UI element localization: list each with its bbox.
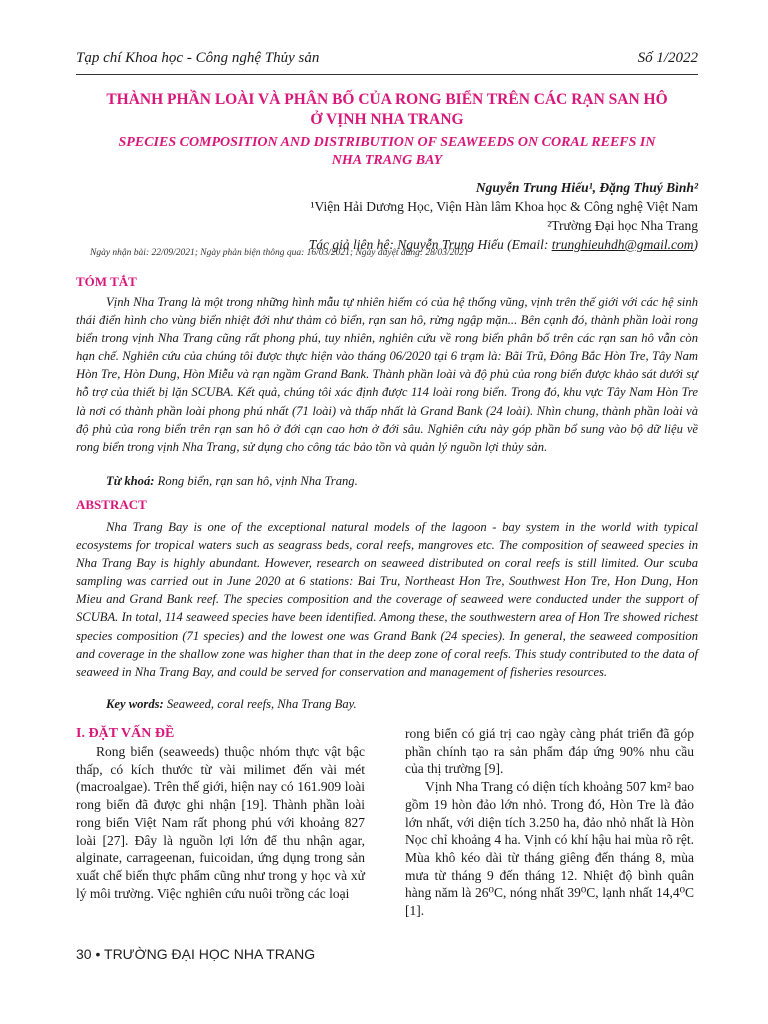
header-divider xyxy=(76,74,698,75)
title-english xyxy=(76,134,698,170)
keywords-en xyxy=(106,697,357,712)
keywords-en-text: Seaweed, coral reefs, Nha Trang Bay. xyxy=(163,697,357,711)
section1-right-paragraph-2: Vịnh Nha Trang có diện tích khoảng 507 km² bao gồm 19 hòn đảo lớn nhỏ. Trong đó, Hòn Tre là đảo lớn nhất, với diện tích 3.250 ha, đảo nhỏ nhất là Hòn Nọc chỉ khoảng 4 ha. Vịnh có khí hậu hai mùa rõ rệt. Mùa khô kéo dài từ tháng giêng đến tháng 8, mùa mưa từ tháng 9 đến tháng 12. Nhiệt độ bình quân hàng năm là 26⁰C, nóng nhất 39⁰C, lạnh nhất 14,4⁰C [1]. xyxy=(405,779,694,919)
title-vietnamese xyxy=(76,90,698,130)
keywords-vi-text: Rong biển, rạn san hô, vịnh Nha Trang. xyxy=(154,474,358,488)
keywords-vi-label: Từ khoá: xyxy=(106,474,155,488)
email-link[interactable]: trunghieuhdh@gmail.com xyxy=(551,237,694,252)
keywords-vi xyxy=(106,474,358,489)
journal-name: Tạp chí Khoa học - Công nghệ Thủy sản xyxy=(76,50,320,66)
author-names: Nguyễn Trung Hiếu¹, Đặng Thuý Bình² xyxy=(475,180,698,195)
summary-text: Vịnh Nha Trang là một trong những hình mẫu tự nhiên hiếm có của hệ thống vũng, vịnh trên thế giới với các hệ sinh thái điển hình cho vùng biển nhiệt đới như thảm cỏ biển, rạn san hô, rừng ngập mặn... Bên cạnh đó, thành phần loài rong biển trong vịnh Nha Trang cũng rất phong phú, tuy nhiên, nghiên cứu về rong biển phân bố trên các rạn san hô vẫn còn hạn chế. Nghiên cứu của chúng tôi được thực hiện vào tháng 06/2020 tại 6 trạm là: Bãi Trũ, Đông Bắc Hòn Tre, Tây Nam Hòn Tre, Hòn Dung, Hòn Miễu và rạn ngầm Grand Bank. Thành phần loài và độ phủ của rong biển được khảo sát dưới sự hỗ trợ của thiết bị lặn SCUBA. Kết quả, chúng tôi xác định được 114 loài rong biển. Trong đó, khu vực Tây Nam Hòn Tre là nơi có thành phần loài phong phú nhất (71 loài) và thấp nhất là Grand Bank (24 loài). Nhìn chung, thành phần loài và độ phủ của rong biển trên rạn san hô ở đới cạn cao hơn ở đới sâu. Nghiên cứu này góp phần bổ sung vào bộ dữ liệu về rong biển trong vịnh Nha Trang, sử dụng cho công tác bảo tồn và quản lý nguồn lợi thủy sản. xyxy=(76,295,698,454)
title-en-line1: SPECIES COMPOSITION AND DISTRIBUTION OF SEAWEEDS ON CORAL REEFS IN xyxy=(118,135,656,150)
keywords-en-label: Key words: xyxy=(106,697,164,711)
contact-suffix: ) xyxy=(693,237,698,252)
title-en-line2: NHA TRANG BAY xyxy=(331,153,443,168)
footer-bullet: • xyxy=(95,946,101,962)
title-vi-line1: THÀNH PHẦN LOÀI VÀ PHÂN BỐ CỦA RONG BIỂN TRÊN CÁC RẠN SAN HÔ xyxy=(106,91,668,108)
contact-prefix: Tác giả liên hệ: Nguyễn Trung Hiếu (Email: xyxy=(308,237,552,252)
page-number: 30 xyxy=(76,946,92,962)
title-vi-line2: Ở VỊNH NHA TRANG xyxy=(310,111,464,128)
section1-right-paragraph-1: rong biển có giá trị cao ngày càng phát triển đã góp phần chính tạo ra sản phẩm đáp ứng 90% nhu cầu của thị trường [9]. xyxy=(405,726,694,777)
abstract-body xyxy=(76,518,698,681)
author-block xyxy=(309,178,698,254)
article-dates: Ngày nhận bài: 22/09/2021; Ngày phản biện thông qua: 16/03/2021; Ngày duyệt đăng: 28/03/2021 xyxy=(90,248,469,258)
affiliation-2: ²Trường Đại học Nha Trang xyxy=(547,218,698,233)
issue-number: Số 1/2022 xyxy=(637,50,698,66)
abstract-heading: ABSTRACT xyxy=(76,497,147,512)
right-column xyxy=(405,725,694,920)
summary-body xyxy=(76,293,698,456)
summary-heading: TÓM TẮT xyxy=(76,274,137,289)
section1-left-paragraph: Rong biển (seaweeds) thuộc nhóm thực vật bậc thấp, có kích thước từ vài milimet đến vài mét (macroalgae). Trên thế giới, hiện nay có 161.909 loài rong biển đã được ghi nhận [19]. Thành phần loài rong biển Việt Nam rất phong phú với khoảng 827 loài [27]. Đây là nguồn lợi lớn để thu nhận agar, alginate, carrageenan, fuicoidan, ứng dụng trong sản xuất chế biến thực phẩm cũng như trong y học và xử lý môi trường. Việc nghiên cứu nuôi trồng các loại xyxy=(76,744,365,901)
affiliation-1: ¹Viện Hải Dương Học, Viện Hàn lâm Khoa học & Công nghệ Việt Nam xyxy=(310,199,698,214)
section1-heading: I. ĐẶT VẤN ĐỀ xyxy=(76,726,175,741)
footer-university: TRƯỜNG ĐẠI HỌC NHA TRANG xyxy=(104,946,316,962)
page-footer xyxy=(76,946,315,962)
abstract-text: Nha Trang Bay is one of the exceptional natural models of the lagoon - bay system in the world with typical ecosystems for tropical waters such as seagrass beds, coral reefs, mangroves etc. The composition of seaweed species in Nha Trang Bay is highly abundant. However, research on seaweed distributed on coral reefs is still limited. Our scuba sampling was carried out in June 2020 at 6 stations: Bai Tru, Northeast Hon Tre, Southwest Hon Tre, Hon Dung, Hon Mieu and Grand Bank reef. The species composition and the coverage of seaweed were conducted under the support of SCUBA. In total, 114 seaweed species have been identified. Among these, the southwestern area of Hon Tre showed richest species composition (71 species) and the lowest one was Grand Bank (24 species). In general, the seaweed composition and coverage in the shallow zone was higher than that in the deep zone of coral reefs. This study contributed to the data of seaweed in Nha Trang Bay, and could be served for conservation and management of fisheries resources. xyxy=(76,520,698,679)
left-column xyxy=(76,743,365,902)
